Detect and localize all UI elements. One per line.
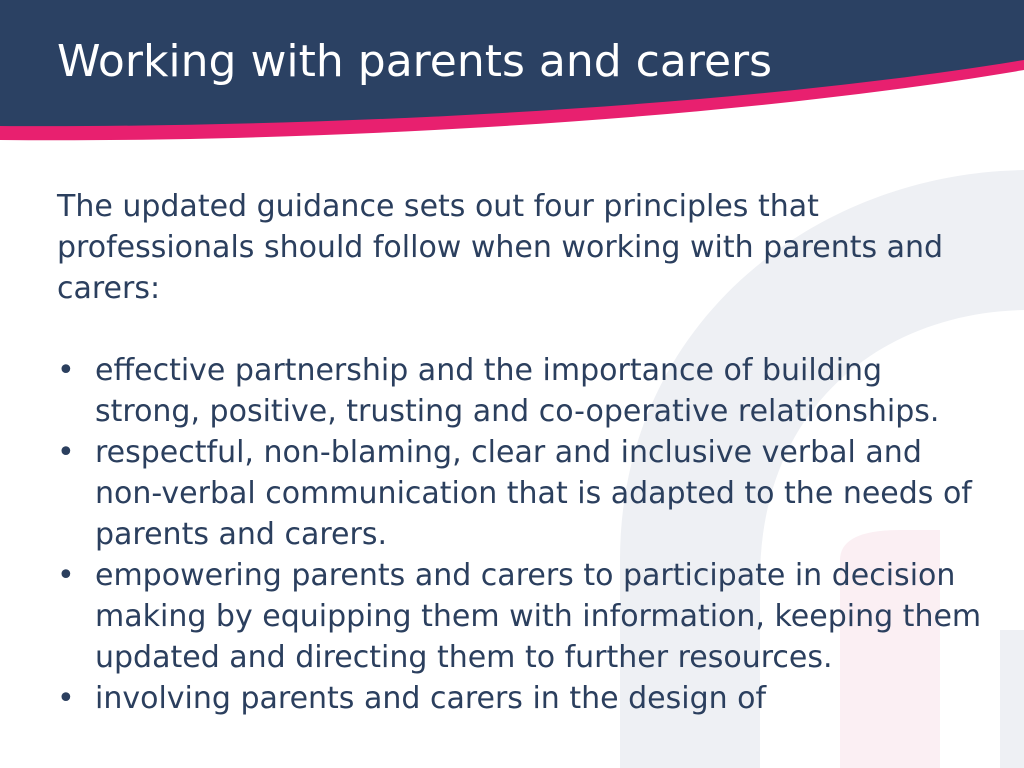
bullet-icon: • [57,353,75,388]
list-item [57,350,987,432]
slide-title: Working with parents and carers [57,36,773,87]
bullet-icon: • [57,558,75,593]
list-item [57,678,987,719]
list-item [57,432,987,555]
bullet-icon: • [57,435,75,470]
list-item [57,555,987,678]
slide-body [57,186,987,719]
list-item-text: empowering parents and carers to participate in decision making by equipping them with information, keeping them updated and directing them to further resources. [95,558,982,675]
list-item-text: effective partnership and the importance of building strong, positive, trusting and co-operative relationships. [95,353,940,429]
principles-list [57,350,987,719]
list-item-text: involving parents and carers in the design of [95,681,767,716]
list-item-text: respectful, non-blaming, clear and inclusive verbal and non-verbal communication that is adapted to the needs of parents and carers. [95,435,972,552]
bullet-icon: • [57,681,75,716]
intro-paragraph: The updated guidance sets out four principles that professionals should follow when working with parents and carers: [57,189,944,306]
